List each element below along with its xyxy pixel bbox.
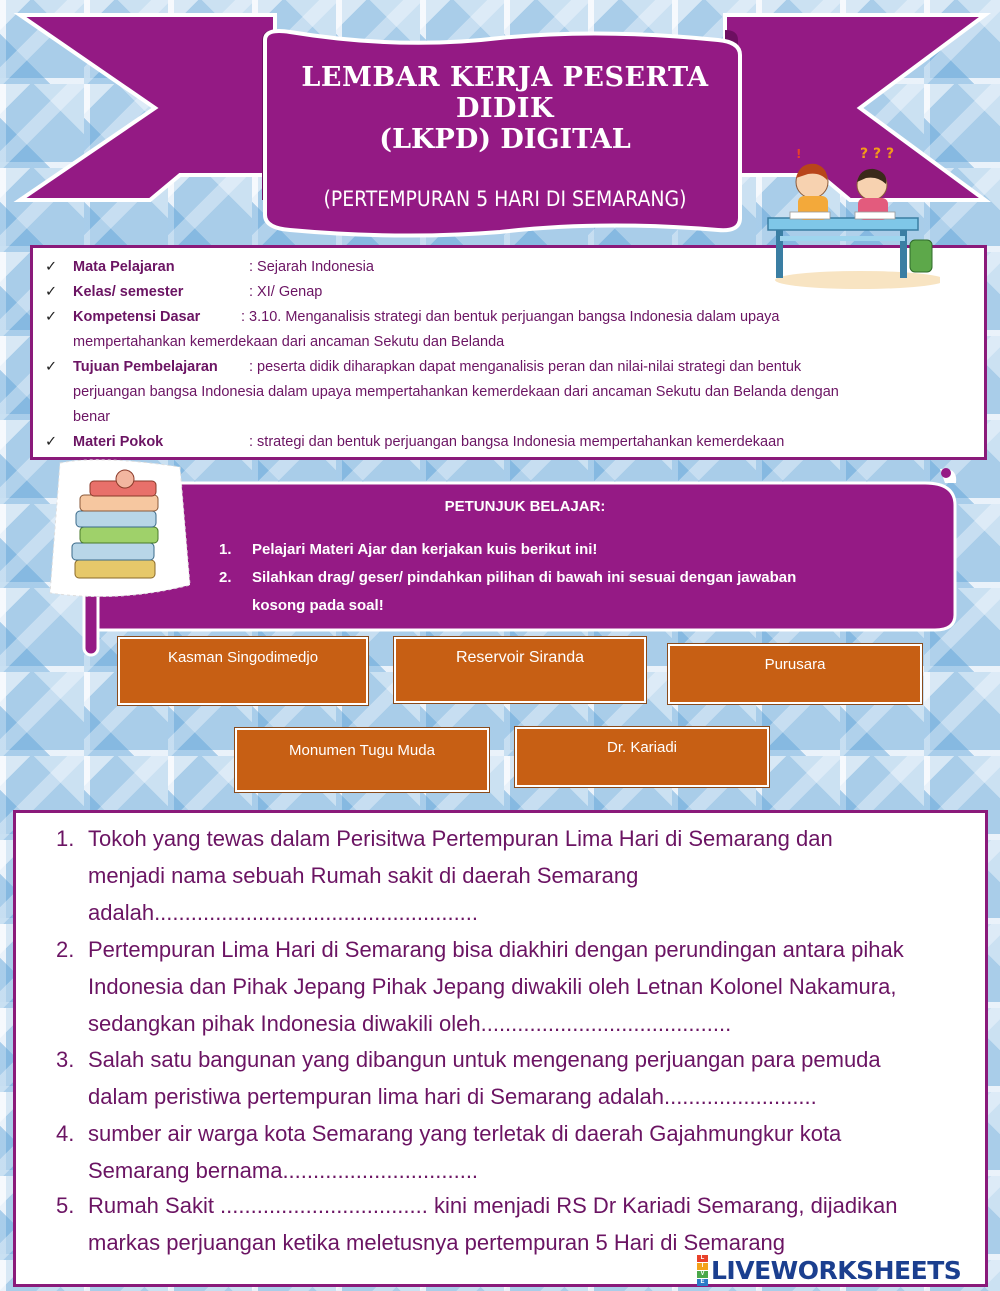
question-number: 1. (56, 826, 75, 851)
question-number: 5. (56, 1193, 75, 1218)
logo-letter: L (697, 1255, 708, 1262)
question-line: Salah satu bangunan yang dibangun untuk mengenang perjuangan para pemuda (88, 1047, 881, 1072)
question-line: sumber air warga kota Semarang yang terletak di daerah Gajahmungkur kota (88, 1121, 842, 1146)
check-icon: ✓ (45, 434, 58, 450)
question-line: markas perjuangan ketika meletusnya pertempuran 5 Hari di Semarang (88, 1230, 786, 1255)
question-number: 3. (56, 1047, 75, 1072)
info-value: : peserta didik diharapkan dapat menganalisis peran dan nilai-nilai strategi dan bentuk (249, 359, 802, 375)
liveworksheets-logo-icon (697, 1254, 708, 1286)
logo-letter: I (697, 1263, 708, 1270)
answer-tile-kariadi[interactable]: Dr. Kariadi (515, 727, 769, 787)
question-3 (56, 1041, 971, 1115)
info-row-tujuan (45, 355, 962, 430)
page-title-line1: LEMBAR KERJA PESERTA DIDIK (301, 62, 709, 124)
question-1 (56, 820, 971, 931)
liveworksheets-wordmark: LIVEWORKSHEETS (711, 1255, 962, 1285)
info-value-cont: perjuangan bangsa Indonesia dalam upaya mempertahankan kemerdekaan dari ancaman Sekutu dan Belanda dengan (73, 384, 839, 400)
answer-tile-purusara[interactable]: Purusara (668, 644, 922, 704)
instruction-number: 1. (219, 541, 232, 558)
info-label: Kelas/ semester (73, 284, 184, 300)
check-icon: ✓ (45, 309, 58, 325)
info-row-kompetensi (45, 305, 962, 355)
kids-studying-illustration (760, 140, 940, 290)
question-2 (56, 931, 971, 1042)
question-line: Semarang bernama................................ (88, 1158, 479, 1183)
question-line: sedangkan pihak Indonesia diwakili oleh......................................... (88, 1011, 732, 1036)
page-title-line2: (LKPD) DIGITAL (379, 124, 631, 155)
question-5 (56, 1187, 971, 1261)
question-number: 2. (56, 937, 75, 962)
instruction-text: Silahkan drag/ geser/ pindahkan pilihan di bawah ini sesuai dengan jawaban (252, 569, 797, 586)
question-line: adalah..................................................... (88, 900, 479, 925)
question-line: Pertempuran Lima Hari di Semarang bisa diakhiri dengan perundingan antara pihak (88, 937, 904, 962)
svg-text:!: ! (796, 147, 802, 161)
questions-box (13, 810, 988, 1287)
info-value-cont: mempertahankan kemerdekaan dari ancaman Sekutu dan Belanda (73, 334, 505, 350)
info-label: Tujuan Pembelajaran (73, 359, 218, 375)
info-value: : Sejarah Indonesia (249, 259, 374, 275)
info-label: Materi Pokok (73, 434, 164, 450)
question-number: 4. (56, 1121, 75, 1146)
info-value: : strategi dan bentuk perjuangan bangsa Indonesia mempertahankan kemerdekaan (249, 434, 785, 450)
question-line: menjadi nama sebuah Rumah sakit di daerah Semarang (88, 863, 639, 888)
instruction-item (219, 564, 797, 620)
info-value-cont: benar (73, 409, 111, 425)
logo-letter: E (697, 1279, 708, 1286)
question-line: Rumah Sakit .................................. kini menjadi RS Dr Kariadi Semarang, dijadikan (88, 1193, 898, 1218)
book-stack-illustration (40, 455, 195, 605)
instructions-title: PETUNJUK BELAJAR: (444, 498, 606, 515)
info-label: Mata Pelajaran (73, 259, 175, 275)
instruction-text: Pelajari Materi Ajar dan kerjakan kuis berikut ini! (252, 541, 598, 558)
question-line: Tokoh yang tewas dalam Perisitwa Pertempuran Lima Hari di Semarang dan (88, 826, 833, 851)
info-label: Kompetensi Dasar (73, 309, 201, 325)
instruction-text-cont: kosong pada soal! (252, 597, 384, 614)
info-row-materi (45, 430, 962, 455)
banner-left-tail (20, 15, 275, 200)
check-icon: ✓ (45, 259, 58, 275)
liveworksheets-brand (697, 1255, 961, 1285)
answer-tile-reservoir[interactable]: Reservoir Siranda (394, 637, 646, 703)
logo-letter: V (697, 1271, 708, 1278)
question-line: Indonesia dan Pihak Jepang Pihak Jepang diwakili oleh Letnan Kolonel Nakamura, (88, 974, 897, 999)
question-line: dalam peristiwa pertempuran lima hari di Semarang adalah......................... (88, 1084, 817, 1109)
svg-text:? ? ?: ? ? ? (860, 146, 895, 162)
info-value: : 3.10. Menganalisis strategi dan bentuk perjuangan bangsa Indonesia dalam upaya (241, 309, 780, 325)
answer-tile-kasman[interactable]: Kasman Singodimedjo (118, 637, 368, 705)
page-subtitle: (PERTEMPURAN 5 HARI DI SEMARANG) (323, 187, 687, 211)
check-icon: ✓ (45, 284, 58, 300)
instruction-item (219, 536, 598, 564)
info-value: : XI/ Genap (249, 284, 323, 300)
question-4 (56, 1115, 971, 1189)
answer-tile-monumen[interactable]: Monumen Tugu Muda (235, 728, 489, 792)
instruction-number: 2. (219, 569, 232, 586)
check-icon: ✓ (45, 359, 58, 375)
